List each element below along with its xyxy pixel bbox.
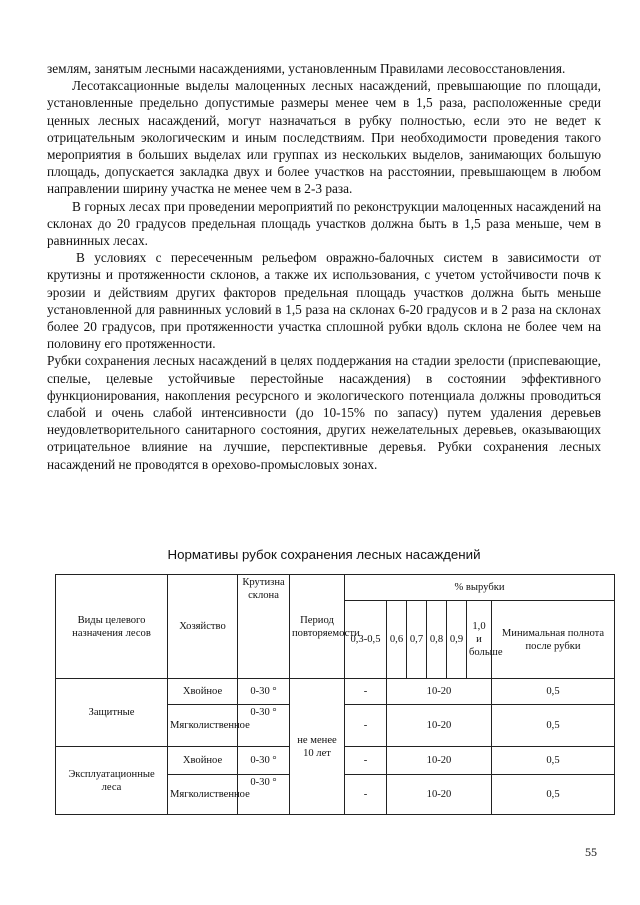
header-density-2: 0,6 xyxy=(387,601,407,679)
slope-cell: 0-30 ° xyxy=(238,775,290,815)
cut-range-cell: 10-20 xyxy=(387,679,492,705)
body-text xyxy=(47,60,601,473)
header-density-5: 0,9 xyxy=(447,601,467,679)
paragraph-lesotaksatsionnye: Лесотаксационные выделы малоценных лесных насаждений, превышающие по площади, установленные предельно допустимые размеры менее чем в 1,5 раза, расположенные среди ценных лесных насаждений, могут назначаться в рубку полностью, если это не ведет к отрицательным экологическим и иным последствиям. При необходимости проведения такого мероприятия в больших выделах или группах из нескольких выделов, занимающих большую площадь, допускается закладка двух и более участков на расстоянии, превышающем в любом направлении ширину участка не менее чем в 2-3 раза. xyxy=(47,78,601,197)
slope-cell: 0-30 ° xyxy=(238,705,290,747)
low-density-cell: - xyxy=(345,679,387,705)
group-name: Защитные xyxy=(56,679,168,747)
header-density-1: 0,3-0,5 xyxy=(345,601,387,679)
farm-cell: Хвойное xyxy=(168,747,238,775)
low-density-cell: - xyxy=(345,775,387,815)
header-period: Период повторяемости xyxy=(290,575,345,679)
cut-range-cell: 10-20 xyxy=(387,705,492,747)
paragraph-continuation: землям, занятым лесными насаждениями, установленным Правилами лесовосстановления. xyxy=(47,61,566,76)
farm-cell: Хвойное xyxy=(168,679,238,705)
period-cell: не менее 10 лет xyxy=(290,679,345,815)
min-density-cell: 0,5 xyxy=(492,747,615,775)
header-cut-percent: % вырубки xyxy=(345,575,615,601)
low-density-cell: - xyxy=(345,747,387,775)
header-slope: Крутизна склона xyxy=(238,575,290,679)
group-name: Эксплуатационные леса xyxy=(56,747,168,815)
low-density-cell: - xyxy=(345,705,387,747)
slope-cell: 0-30 ° xyxy=(238,747,290,775)
cut-range-cell: 10-20 xyxy=(387,775,492,815)
table-caption: Нормативы рубок сохранения лесных насаждений xyxy=(167,547,481,562)
header-farm: Хозяйство xyxy=(168,575,238,679)
paragraph-gornye-lesa: В горных лесах при проведении мероприятий по реконструкции малоценных насаждений на склонах до 20 градусов предельная площадь участков должна быть в 1,5 раза меньше, чем в равнинных лесах. xyxy=(47,198,601,249)
farm-cell: Мягколиственное xyxy=(168,775,238,815)
header-purpose: Виды целевого назначения лесов xyxy=(56,575,168,679)
min-density-cell: 0,5 xyxy=(492,775,615,815)
header-density-3: 0,7 xyxy=(407,601,427,679)
header-density-6: 1,0 и больше xyxy=(467,601,492,679)
norms-table xyxy=(55,574,615,815)
cut-range-cell: 10-20 xyxy=(387,747,492,775)
slope-cell: 0-30 ° xyxy=(238,679,290,705)
header-density-4: 0,8 xyxy=(427,601,447,679)
farm-cell: Мягколиственное xyxy=(168,705,238,747)
page-number: 55 xyxy=(585,845,597,859)
table-row xyxy=(56,679,615,705)
header-min-density: Минимальная полнота после рубки xyxy=(492,601,615,679)
min-density-cell: 0,5 xyxy=(492,679,615,705)
paragraph-peresechennyi-relief: В условиях с пересеченным рельефом овражно-балочных систем в зависимости от крутизны и протяженности склонов, а также их использования, с учетом устойчивости почв к эрозии и действиям других факторов предельная площадь участков должна быть меньше установленной для равнинных условий в 1,5 раза на склонах 6-20 градусов и в 2 раза на склонах более 20 градусов, при протяженности участка сплошной рубки вдоль склона не более чем на половину его протяженности. xyxy=(47,250,601,352)
paragraph-rubki-sokhraneniya: Рубки сохранения лесных насаждений в целях поддержания на стадии зрелости (приспевающие, спелые, целевые устойчивые перестойные насаждения) в состоянии эффективного функционирования, накопления ресурсного и экологического потенциала должны проводиться слабой и очень слабой интенсивности (до 10-15% по запасу) путем удаления деревьев неудовлетворительного санитарного состояния, других нежелательных деревьев, оказывающих отрицательное влияние на лучшие, перспективные деревья. Рубки сохранения лесных насаждений не проводятся в орехово-промысловых зонах. xyxy=(47,353,601,472)
min-density-cell: 0,5 xyxy=(492,705,615,747)
